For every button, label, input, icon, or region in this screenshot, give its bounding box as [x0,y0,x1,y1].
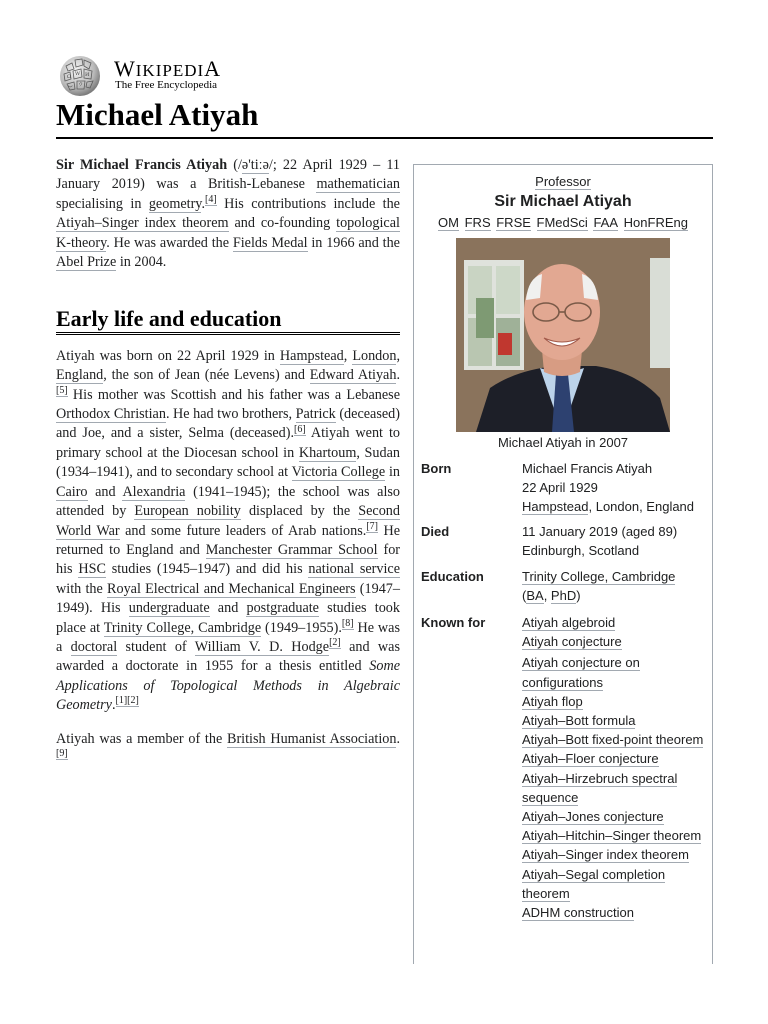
label-died: Died [421,524,450,540]
svg-text:Ω: Ω [67,74,72,80]
svg-text:ب: ب [68,83,73,89]
text: , [396,347,401,364]
reference-link[interactable]: [4] [205,194,217,206]
known-for-list [522,613,712,922]
text: (1941–1945); the school was also attended by [56,483,400,520]
text: and co-founding [228,215,337,232]
link-reme[interactable]: Royal Electrical and Mechanical Engineers [107,580,356,597]
label-known-for: Known for [421,615,486,631]
row-born [414,459,712,517]
link-british-humanist[interactable]: British Humanist Association [226,730,397,747]
text: with the [56,580,108,597]
postnominals [414,213,712,232]
list-item [522,807,712,826]
list-item [522,692,712,711]
postnominal-frse[interactable]: FRSE [496,215,531,231]
portrait-photo[interactable] [456,238,670,432]
text: He was a [56,619,400,655]
link-trinity-college[interactable]: Trinity College, Cambridge [103,619,262,636]
text: (1949–1955). [261,619,342,636]
text: displaced by the [240,503,359,520]
link-known-for[interactable]: Atiyah flop [522,693,583,709]
svg-text:ウ: ウ [78,82,84,88]
link-second-world-war[interactable]: Second World War [56,503,400,539]
link-known-for[interactable]: Atiyah–Hirzebruch spectral sequence [522,770,678,805]
link-known-for[interactable]: Atiyah–Bott fixed-point theorem [522,732,704,748]
link-patrick[interactable]: Patrick [295,406,336,423]
education-degrees [522,586,712,605]
title-divider [56,137,713,139]
text: Atiyah went to primary school at the Diocesan school in [56,425,400,461]
reference-8[interactable] [342,618,354,630]
text: and [87,483,123,500]
education-school [522,567,712,586]
reference-2[interactable] [329,637,341,649]
row-known-for [414,613,712,922]
early-life-paragraph-1 [56,347,400,716]
text: Atiyah was a member of the [56,730,227,747]
link-known-for[interactable]: Atiyah–Hitchin–Singer theorem [522,828,702,844]
link-fields-medal[interactable]: Fields Medal [232,234,308,251]
reference-7[interactable] [366,521,378,533]
postnominal-frs[interactable]: FRS [464,215,491,231]
wikipedia-globe-logo[interactable] [56,54,104,98]
list-item [522,749,712,768]
link-known-for[interactable]: Atiyah–Floer conjecture [522,751,659,767]
text: student of [117,638,195,655]
link-born-hampstead[interactable]: Hampstead [522,499,589,515]
link-known-for[interactable]: Atiyah conjecture [522,634,622,650]
page-title: Michael Atiyah [56,97,259,132]
link-edward-atiyah[interactable]: Edward Atiyah [309,367,397,384]
list-item [522,653,712,691]
text: /; 22 April 1929 – 11 January 2019) was a British-Lebanese [56,157,401,193]
text: . [396,367,400,384]
text: , Sudan (1934–1941), and to secondary school at [56,444,401,481]
born-date: 22 April 1929 [522,479,598,495]
reference-link[interactable]: [8] [341,617,354,629]
text: and was awarded a doctorate in 1955 for a thesis entitled [56,638,400,675]
text: and [209,600,247,617]
died-place: Edinburgh, Scotland [522,543,640,559]
reference-link[interactable]: [7] [366,520,378,532]
text: , [543,587,551,603]
reference-2b[interactable] [127,695,139,707]
early-life-section [56,347,400,769]
link-abel-prize[interactable]: Abel Prize [56,254,117,271]
text: specialising in [56,195,149,212]
postnominal-om[interactable]: OM [438,215,459,231]
infobox [413,164,713,964]
link-index-theorem[interactable]: Atiyah–Singer index theorem [56,215,229,232]
died-date: 11 January 2019 (aged 89) [522,524,678,540]
reference-link[interactable]: [1] [115,695,128,707]
reference-link[interactable]: [6] [294,423,306,435]
thesis-title: Some Applications of Topological Methods in Algebraic Geometry [56,658,400,714]
honorific [414,172,712,191]
link-geometry[interactable]: geometry [148,195,202,212]
text: Atiyah was born on 22 April 1929 in [56,347,280,364]
link-k-theory[interactable]: topological K-theory [56,215,400,251]
list-item [522,769,712,807]
reference-1[interactable] [116,695,128,707]
early-life-paragraph-2 [56,730,400,769]
text: . [201,195,206,212]
photo-caption: Michael Atiyah in 2007 [497,435,629,451]
text: . He was awarded the [106,234,233,251]
text: studies took place at [56,600,400,636]
link-william-hodge[interactable]: William V. D. Hodge [194,638,330,655]
postnominal-fmedsci[interactable]: FMedSci [536,215,588,231]
text: and some future leaders of Arab nations. [119,522,367,539]
text: . [396,730,400,747]
text: , the son of Jean (née Levens) and [103,367,310,384]
text: , London, England [588,499,695,515]
link-known-for[interactable]: Atiyah–Bott formula [522,713,636,729]
text: . He had two brothers, [165,406,296,423]
article-body [56,156,400,768]
wordmark-letters: IKIPEDI [135,61,205,80]
infobox-rows [414,459,712,923]
list-item [522,845,712,864]
text: His mother was Scottish and his father was a Lebanese [67,386,400,403]
link-known-for[interactable]: Atiyah–Singer index theorem [522,847,689,863]
text: ( [522,587,527,603]
svg-text:И: И [85,72,90,78]
text: studies (1945–1947) and did his [105,561,309,578]
link-ba[interactable]: BA [526,587,544,603]
section-heading-early-life: Early life and education [56,309,400,334]
link-national-service[interactable]: national service [308,561,401,578]
tagline: The Free Encyclopedia [115,79,218,91]
label-born: Born [421,460,452,476]
born-name: Michael Francis Atiyah [522,460,653,476]
born-place [522,497,712,516]
intro-paragraph [56,156,400,272]
list-item [522,730,712,749]
text: , [343,347,353,364]
link-hsc[interactable]: HSC [78,561,106,578]
label-education: Education [421,568,484,584]
wordmark-letter-w: W [114,56,136,81]
row-education [414,567,712,605]
link-england[interactable]: England [56,367,104,384]
list-item [522,826,712,845]
text: (deceased) and Joe, and a sister, Selma (deceased). [56,406,400,442]
text: (/ [227,157,242,173]
reference-5[interactable] [56,385,68,397]
text: in 1966 and the [307,234,400,251]
link-known-for[interactable]: Atiyah algebroid [522,615,616,631]
text: in [385,464,400,481]
text: for his [56,541,401,578]
svg-text:W: W [75,71,81,77]
link-mathematician[interactable]: mathematician [316,176,400,193]
link-postgraduate[interactable]: postgraduate [246,600,319,617]
infobox-header [414,165,712,232]
link-cairo[interactable]: Cairo [56,483,88,500]
list-item [522,632,712,651]
list-item [522,613,712,632]
infobox-name: Sir Michael Atiyah [494,193,632,211]
list-item [522,865,712,903]
text: He returned to England and [56,522,400,558]
link-known-for[interactable]: Atiyah–Jones conjecture [522,809,664,825]
reference-6[interactable] [294,424,306,436]
wordmark-letter-a: A [204,56,222,81]
text: ) [576,587,581,603]
row-died [414,522,712,560]
list-item [522,711,712,730]
link-london[interactable]: London [352,347,397,364]
reference-link[interactable]: [2] [127,695,139,707]
reference-link[interactable]: [2] [329,637,341,649]
link-victoria-college[interactable]: Victoria College [291,464,386,481]
site-header [56,54,356,98]
pronunciation-link[interactable]: ə'tiːə [241,157,269,173]
reference-9[interactable] [56,748,68,760]
link-hampstead[interactable]: Hampstead [279,347,344,364]
text: in 2004. [116,254,167,271]
link-doctoral[interactable]: doctoral [70,638,118,655]
text: His contributions include the [216,195,400,212]
link-phd[interactable]: PhD [550,587,577,603]
reference-link[interactable]: [5] [56,384,68,396]
list-item [522,903,712,922]
postnominal-faa[interactable]: FAA [593,215,619,231]
text: . [111,697,116,714]
intro-bold-name: Sir Michael Francis Atiyah [56,157,228,173]
reference-4[interactable] [205,194,217,206]
link-manchester-grammar[interactable]: Manchester Grammar School [205,541,378,558]
link-european-nobility[interactable]: European nobility [134,503,241,520]
reference-link[interactable]: [9] [56,748,68,760]
link-alexandria[interactable]: Alexandria [122,483,186,500]
link-known-for[interactable]: Atiyah conjecture on configurations [522,655,640,690]
postnominal-honfreng[interactable]: HonFREng [623,215,688,231]
link-professor[interactable]: Professor [535,174,591,189]
link-undergraduate[interactable]: undergraduate [128,600,210,617]
link-khartoum[interactable]: Khartoum [298,444,357,461]
text: (1947–1949). His [56,580,400,617]
link-known-for[interactable]: ADHM construction [522,905,634,921]
link-trinity-cambridge[interactable]: Trinity College, Cambridge [522,568,676,584]
link-known-for[interactable]: Atiyah–Segal completion theorem [522,866,666,901]
link-orthodox-christian[interactable]: Orthodox Christian [56,406,166,423]
